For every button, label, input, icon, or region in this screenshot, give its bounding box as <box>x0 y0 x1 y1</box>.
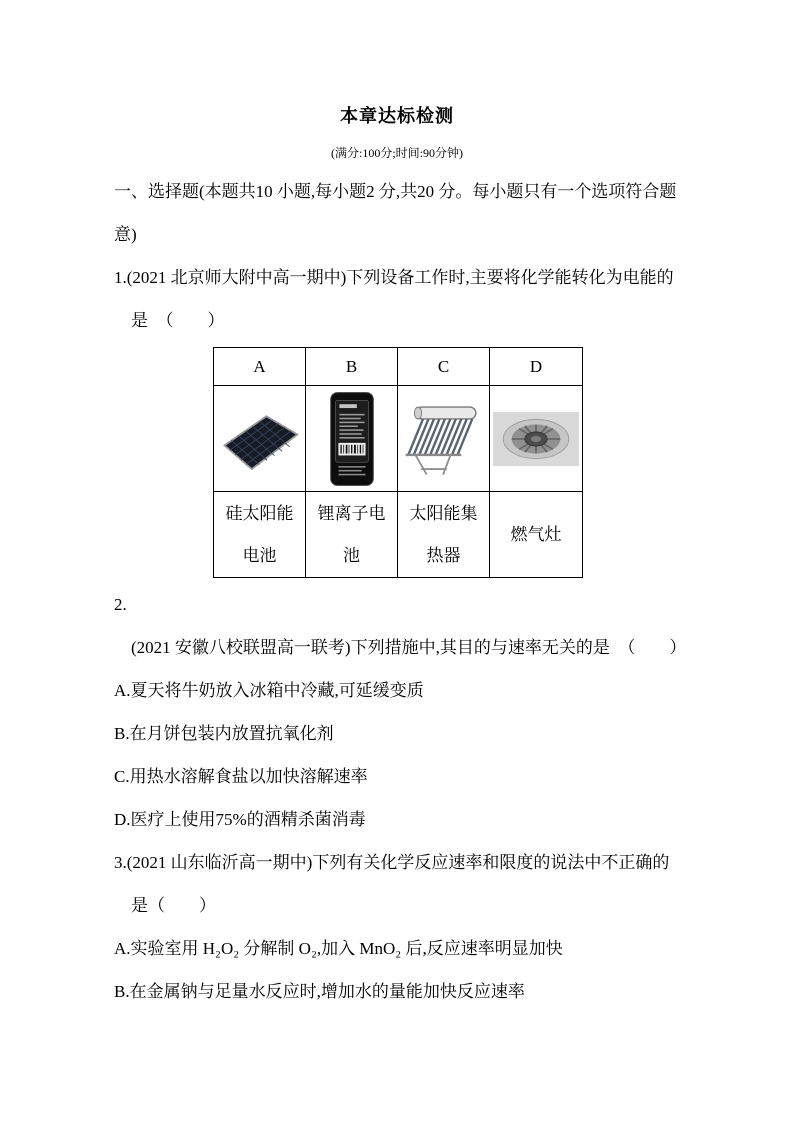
table-label-lithium-battery: 锂离子电池 <box>306 492 398 578</box>
table-header-d: D <box>490 348 583 386</box>
table-label-gas-stove: 燃气灶 <box>490 492 583 578</box>
solar-collector-icon <box>403 396 485 482</box>
question-2-number: 2. <box>114 595 127 614</box>
table-label-silicon-solar-cell: 硅太阳能电池 <box>214 492 306 578</box>
question-3-stem <box>114 841 680 927</box>
solar-panel-image <box>217 389 302 488</box>
question-2-text: (2021 安徽八校联盟高一联考)下列措施中,其目的与速率无关的是 （ ） <box>131 638 687 657</box>
lithium-battery-image <box>309 389 394 488</box>
page-title: 本章达标检测 <box>340 106 454 126</box>
question-2-option-a: A.夏天将牛奶放入冰箱中冷藏,可延缓变质 <box>114 681 424 700</box>
table-header-a: A <box>214 348 306 386</box>
page-subtitle: (满分:100分;时间:90分钟) <box>331 146 463 160</box>
gas-stove-icon <box>493 411 579 467</box>
question-3-number: 3. <box>114 853 127 872</box>
section-header: 一、选择题(本题共10 小题,每小题2 分,共20 分。每小题只有一个选项符合题意) <box>114 182 677 244</box>
table-header-b: B <box>306 348 398 386</box>
question-3-text: (2021 山东临沂高一期中)下列有关化学反应速率和限度的说法中不正确的是（ ） <box>126 853 670 915</box>
table-cell-solar-collector <box>398 386 490 492</box>
table-label-solar-collector: 太阳能集热器 <box>398 492 490 578</box>
table-label-row <box>214 492 583 578</box>
question-1-number: 1. <box>114 268 127 287</box>
table-cell-gas-stove <box>490 386 583 492</box>
table-cell-lithium-battery <box>306 386 398 492</box>
lithium-battery-icon <box>323 390 381 488</box>
question-1-text: (2021 北京师大附中高一期中)下列设备工作时,主要将化学能转化为电能的是 （ ） <box>126 268 674 330</box>
question-3-option-b: B.在金属钠与足量水反应时,增加水的量能加快反应速率 <box>114 982 525 1001</box>
question-1-table <box>213 347 583 578</box>
table-header-c: C <box>398 348 490 386</box>
question-1-stem <box>114 256 680 342</box>
question-2-stem <box>114 583 687 669</box>
table-image-row <box>214 386 583 492</box>
solar-panel-icon <box>219 398 301 480</box>
question-2-option-b: B.在月饼包装内放置抗氧化剂 <box>114 724 334 743</box>
gas-stove-image <box>493 389 579 488</box>
table-cell-solar-panel <box>214 386 306 492</box>
table-header-row <box>214 348 583 386</box>
question-2-option-c: C.用热水溶解食盐以加快溶解速率 <box>114 767 368 786</box>
question-2-option-d: D.医疗上使用75%的酒精杀菌消毒 <box>114 810 366 829</box>
solar-collector-image <box>401 389 486 488</box>
question-3-option-a: A.实验室用 H₂O₂ 分解制 O₂,加入 MnO₂ 后,反应速率明显加快 <box>114 939 563 958</box>
